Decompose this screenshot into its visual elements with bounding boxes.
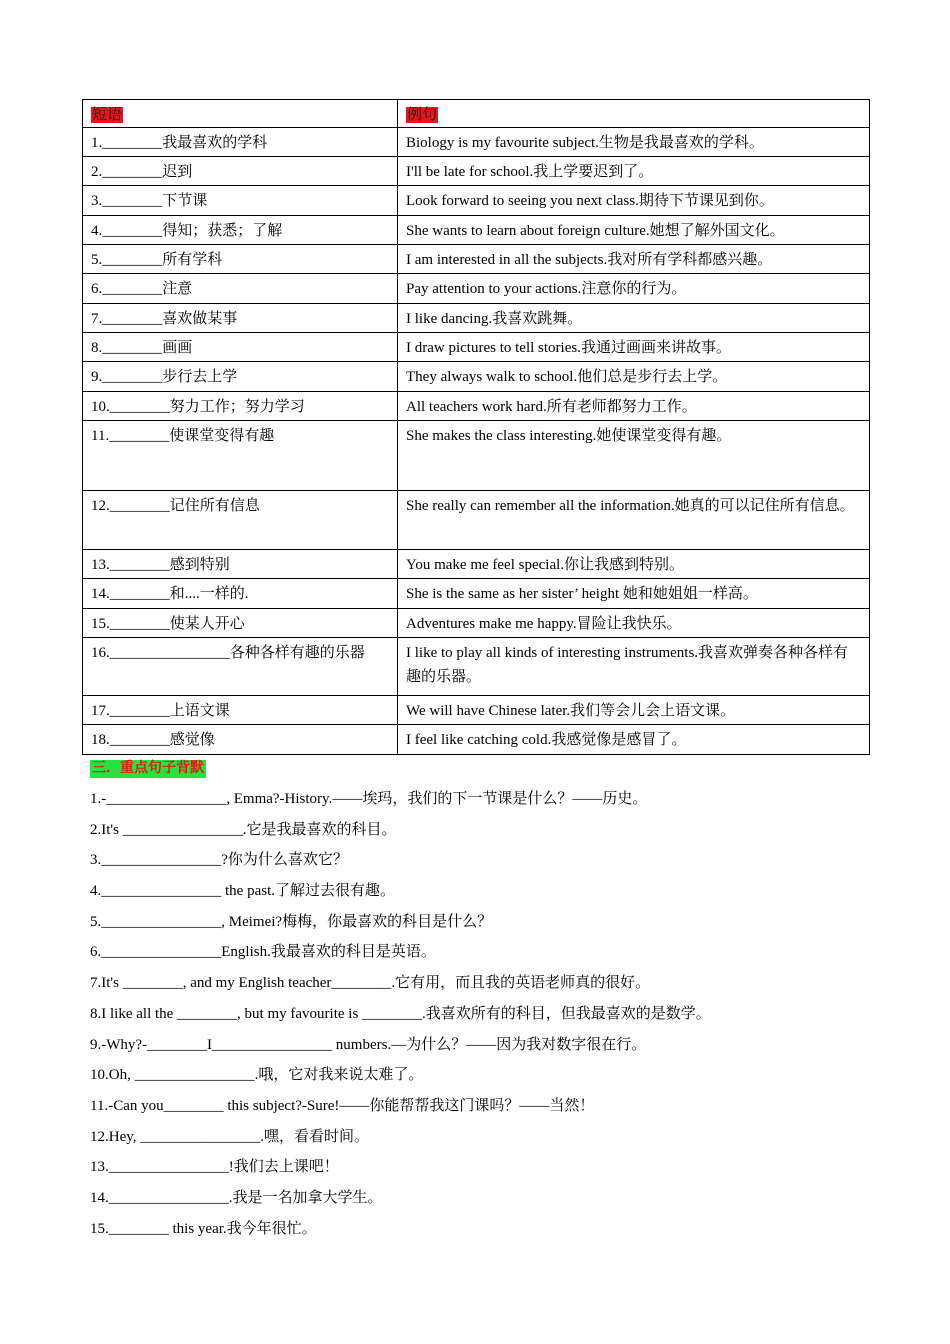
phrase-cell: 11.________使课堂变得有趣 [83, 421, 398, 491]
example-cell: I'll be late for school.我上学要迟到了。 [398, 157, 870, 186]
table-row [83, 157, 870, 186]
header-phrase: 短语 [92, 107, 123, 123]
table-row [83, 274, 870, 304]
example-cell: Biology is my favourite subject.生物是我最喜欢的学科。 [398, 128, 870, 157]
phrase-cell: 16.________________各种各样有趣的乐器 [83, 638, 398, 696]
vocabulary-table [82, 99, 870, 755]
example-cell: Pay attention to your actions.注意你的行为。 [398, 274, 870, 304]
sentence-item: 4.________________ the past.了解过去很有趣。 [90, 883, 395, 900]
example-cell: I like dancing.我喜欢跳舞。 [398, 304, 870, 333]
sentence-item: 9.-Why?-________I________________ numbers.—为什么？——因为我对数字很在行。 [90, 1036, 647, 1053]
example-cell: Adventures make me happy.冒险让我快乐。 [398, 609, 870, 638]
sentence-item: 5.________________, Meimei?梅梅，你最喜欢的科目是什么？ [90, 913, 493, 930]
table-row [83, 579, 870, 609]
phrase-cell: 12.________记住所有信息 [83, 491, 398, 550]
phrase-cell: 8.________画画 [83, 333, 398, 362]
header-phrase-cell [83, 100, 398, 128]
example-cell: I feel like catching cold.我感觉像是感冒了。 [398, 725, 870, 755]
example-cell: I like to play all kinds of interesting instruments.我喜欢弹奏各种各样有趣的乐器。 [398, 638, 870, 696]
example-cell: We will have Chinese later.我们等会儿会上语文课。 [398, 696, 870, 725]
table-header-row [83, 100, 870, 128]
phrase-cell: 10.________努力工作；努力学习 [83, 392, 398, 421]
phrase-cell: 13.________感到特别 [83, 550, 398, 579]
phrase-cell: 1.________我最喜欢的学科 [83, 128, 398, 157]
example-cell: All teachers work hard.所有老师都努力工作。 [398, 392, 870, 421]
table-row [83, 128, 870, 157]
table-row [83, 216, 870, 245]
sentence-item: 10.Oh, ________________.哦，它对我来说太难了。 [90, 1067, 424, 1084]
example-cell: She really can remember all the information.她真的可以记住所有信息。 [398, 491, 870, 550]
section-title: 三．重点句子背默 [92, 761, 204, 776]
table-row [83, 609, 870, 638]
table-row [83, 304, 870, 333]
example-cell: Look forward to seeing you next class.期待下节课见到你。 [398, 186, 870, 216]
vocabulary-table-body [83, 100, 870, 755]
table-row [83, 725, 870, 755]
example-cell: She wants to learn about foreign culture.她想了解外国文化。 [398, 216, 870, 245]
sentence-item: 6.________________English.我最喜欢的科目是英语。 [90, 944, 436, 961]
sentence-item: 12.Hey, ________________.嘿，看看时间。 [90, 1128, 370, 1145]
example-cell: They always walk to school.他们总是步行去上学。 [398, 362, 870, 392]
sentence-item: 15.________ this year.我今年很忙。 [90, 1220, 317, 1237]
sentence-item: 1.-________________, Emma?-History.——埃玛，我们的下一节课是什么？——历史。 [90, 791, 648, 807]
phrase-cell: 2.________迟到 [83, 157, 398, 186]
sentence-item: 11.-Can you________ this subject?-Sure!——你能帮帮我这门课吗？——当然！ [90, 1097, 595, 1114]
example-cell: You make me feel special.你让我感到特别。 [398, 550, 870, 579]
phrase-cell: 14.________和....一样的. [83, 579, 398, 609]
table-row [83, 362, 870, 392]
table-row [83, 638, 870, 696]
phrase-cell: 17.________上语文课 [83, 696, 398, 725]
phrase-cell: 3.________下节课 [83, 186, 398, 216]
sentence-item: 8.I like all the ________, but my favourite is ________.我喜欢所有的科目，但我最喜欢的是数学。 [90, 1005, 711, 1022]
example-cell: I draw pictures to tell stories.我通过画画来讲故事。 [398, 333, 870, 362]
sentence-list [90, 787, 890, 1247]
example-cell: I am interested in all the subjects.我对所有学科都感兴趣。 [398, 245, 870, 274]
table-row [83, 245, 870, 274]
table-row [83, 491, 870, 550]
sentence-item: 7.It's ________, and my English teacher________.它有用，而且我的英语老师真的很好。 [90, 975, 651, 992]
table-row [83, 550, 870, 579]
header-example-cell [398, 100, 870, 128]
phrase-cell: 15.________使某人开心 [83, 609, 398, 638]
phrase-cell: 18.________感觉像 [83, 725, 398, 755]
table-row [83, 333, 870, 362]
phrase-cell: 5.________所有学科 [83, 245, 398, 274]
phrase-cell: 4.________得知；获悉；了解 [83, 216, 398, 245]
phrase-cell: 9.________步行去上学 [83, 362, 398, 392]
sentence-item: 2.It's ________________.它是我最喜欢的科目。 [90, 821, 397, 838]
phrase-cell: 6.________注意 [83, 274, 398, 304]
example-cell: She makes the class interesting.她使课堂变得有趣。 [398, 421, 870, 491]
sentence-item: 3.________________?你为什么喜欢它？ [90, 852, 348, 869]
sentence-item: 14.________________.我是一名加拿大学生。 [90, 1189, 383, 1206]
example-cell: She is the same as her sister’ height 她和她姐姐一样高。 [398, 579, 870, 609]
table-row [83, 392, 870, 421]
table-row [83, 696, 870, 725]
phrase-cell: 7.________喜欢做某事 [83, 304, 398, 333]
header-example: 例句 [407, 107, 438, 123]
sentence-item: 13.________________!我们去上课吧！ [90, 1159, 339, 1176]
table-row [83, 421, 870, 491]
table-row [83, 186, 870, 216]
